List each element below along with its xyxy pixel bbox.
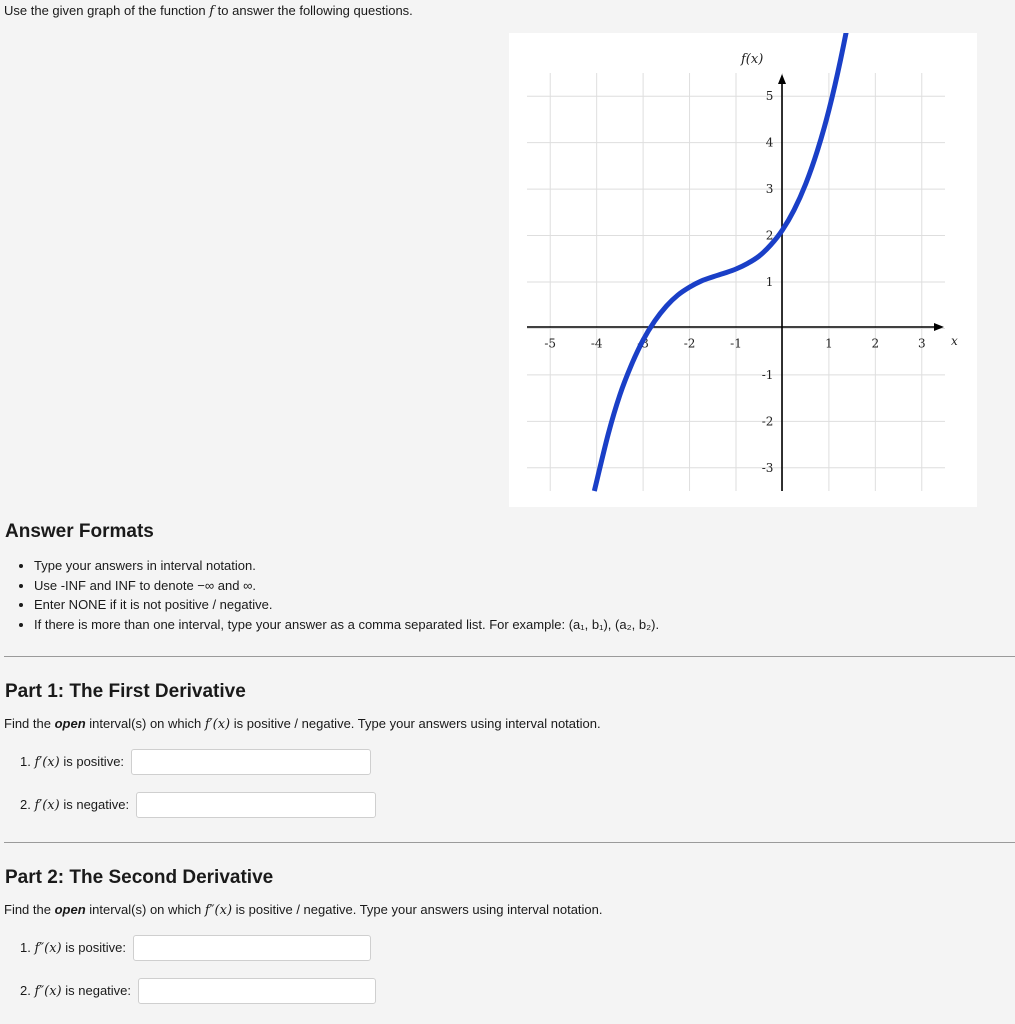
part1-heading: Part 1: The First Derivative bbox=[5, 681, 246, 702]
part1-q1-num: 1. bbox=[20, 754, 31, 769]
answer-formats-heading: Answer Formats bbox=[5, 521, 154, 542]
part2-q2-num: 2. bbox=[20, 983, 31, 998]
intro-pre: Use the given graph of the function bbox=[4, 3, 210, 18]
part2-q2-func: f″(x) bbox=[34, 984, 62, 999]
x-tick-label: -4 bbox=[590, 336, 603, 351]
part2-question-1 bbox=[20, 934, 371, 962]
intro-post: to answer the following questions. bbox=[214, 3, 413, 18]
y-tick-label: 3 bbox=[765, 182, 774, 197]
part1-q2-num: 2. bbox=[20, 797, 31, 812]
part1-desc-mid: interval(s) on which bbox=[85, 716, 205, 731]
part2-description bbox=[4, 902, 603, 918]
part1-question-2 bbox=[20, 791, 376, 819]
function-curve bbox=[594, 33, 887, 491]
x-axis-label: x bbox=[951, 334, 958, 348]
part1-desc-func: f′(x) bbox=[204, 717, 231, 732]
x-tick-label: 1 bbox=[825, 336, 833, 351]
y-tick-label: -2 bbox=[761, 414, 774, 429]
part1-q1-text: is positive: bbox=[63, 754, 125, 769]
instructions-text bbox=[4, 3, 413, 19]
part2-heading: Part 2: The Second Derivative bbox=[5, 867, 274, 888]
part1-desc-pre: Find the bbox=[4, 716, 55, 731]
intro-func: f bbox=[209, 4, 215, 19]
part2-desc-pre: Find the bbox=[4, 902, 55, 917]
part2-q1-num: 1. bbox=[20, 940, 31, 955]
part1-q2-label bbox=[20, 797, 129, 813]
x-tick-label: 3 bbox=[917, 336, 926, 351]
format-bullet: • Enter NONE if it is not positive / negative. bbox=[34, 595, 659, 615]
x-axis-arrow bbox=[934, 323, 944, 331]
y-tick-label: 2 bbox=[765, 228, 774, 243]
divider bbox=[4, 842, 1015, 843]
y-tick-label: 1 bbox=[765, 275, 774, 289]
function-graph bbox=[509, 33, 977, 507]
fprime-negative-input[interactable] bbox=[136, 792, 376, 818]
fdoubleprime-positive-input[interactable] bbox=[133, 935, 371, 961]
grid bbox=[527, 73, 945, 491]
part1-q2-text: is negative: bbox=[63, 797, 130, 812]
part2-desc-mid: interval(s) on which bbox=[85, 902, 205, 917]
x-tick-label: -1 bbox=[730, 336, 742, 351]
x-tick-label: 2 bbox=[871, 336, 880, 351]
graph-canvas bbox=[509, 33, 977, 507]
part1-desc-open: open bbox=[54, 716, 86, 731]
part2-q1-text: is positive: bbox=[65, 940, 126, 955]
y-tick-label: 5 bbox=[765, 89, 774, 104]
answer-formats-list bbox=[20, 556, 659, 634]
y-tick-label: -3 bbox=[761, 460, 774, 475]
part2-q2-label bbox=[20, 983, 131, 999]
x-tick-label: -2 bbox=[683, 336, 696, 351]
part2-q2-text: is negative: bbox=[65, 983, 132, 998]
y-axis-label: f(x) bbox=[741, 52, 764, 67]
format-bullet: • Use -INF and INF to denote −∞ and ∞. bbox=[34, 576, 659, 596]
x-tick-label: -5 bbox=[544, 336, 557, 351]
y-tick-label: -1 bbox=[761, 367, 774, 382]
part2-question-2 bbox=[20, 977, 376, 1005]
format-bullet: • If there is more than one interval, type your answer as a comma separated list. For example: (a₁, b₁), (a₂, b₂). bbox=[34, 615, 659, 635]
part1-q1-label bbox=[20, 754, 124, 770]
part1-desc-post: is positive / negative. Type your answers using interval notation. bbox=[230, 716, 601, 731]
format-bullet: • Type your answers in interval notation. bbox=[34, 556, 659, 576]
divider bbox=[4, 656, 1015, 657]
part2-q1-label bbox=[20, 940, 126, 956]
part2-desc-post: is positive / negative. Type your answers using interval notation. bbox=[232, 902, 603, 917]
part1-q1-func: f′(x) bbox=[34, 755, 60, 770]
part2-q1-func: f″(x) bbox=[34, 941, 62, 956]
fprime-positive-input[interactable] bbox=[131, 749, 371, 775]
part1-question-1 bbox=[20, 748, 371, 776]
part2-desc-open: open bbox=[54, 902, 86, 917]
y-tick-label: 4 bbox=[765, 135, 774, 150]
y-axis-arrow bbox=[778, 74, 786, 84]
part1-q2-func: f′(x) bbox=[34, 798, 60, 813]
part2-desc-func: f″(x) bbox=[204, 903, 233, 918]
fdoubleprime-negative-input[interactable] bbox=[138, 978, 376, 1004]
x-tick-label: -3 bbox=[637, 336, 649, 351]
part1-description bbox=[4, 716, 601, 732]
